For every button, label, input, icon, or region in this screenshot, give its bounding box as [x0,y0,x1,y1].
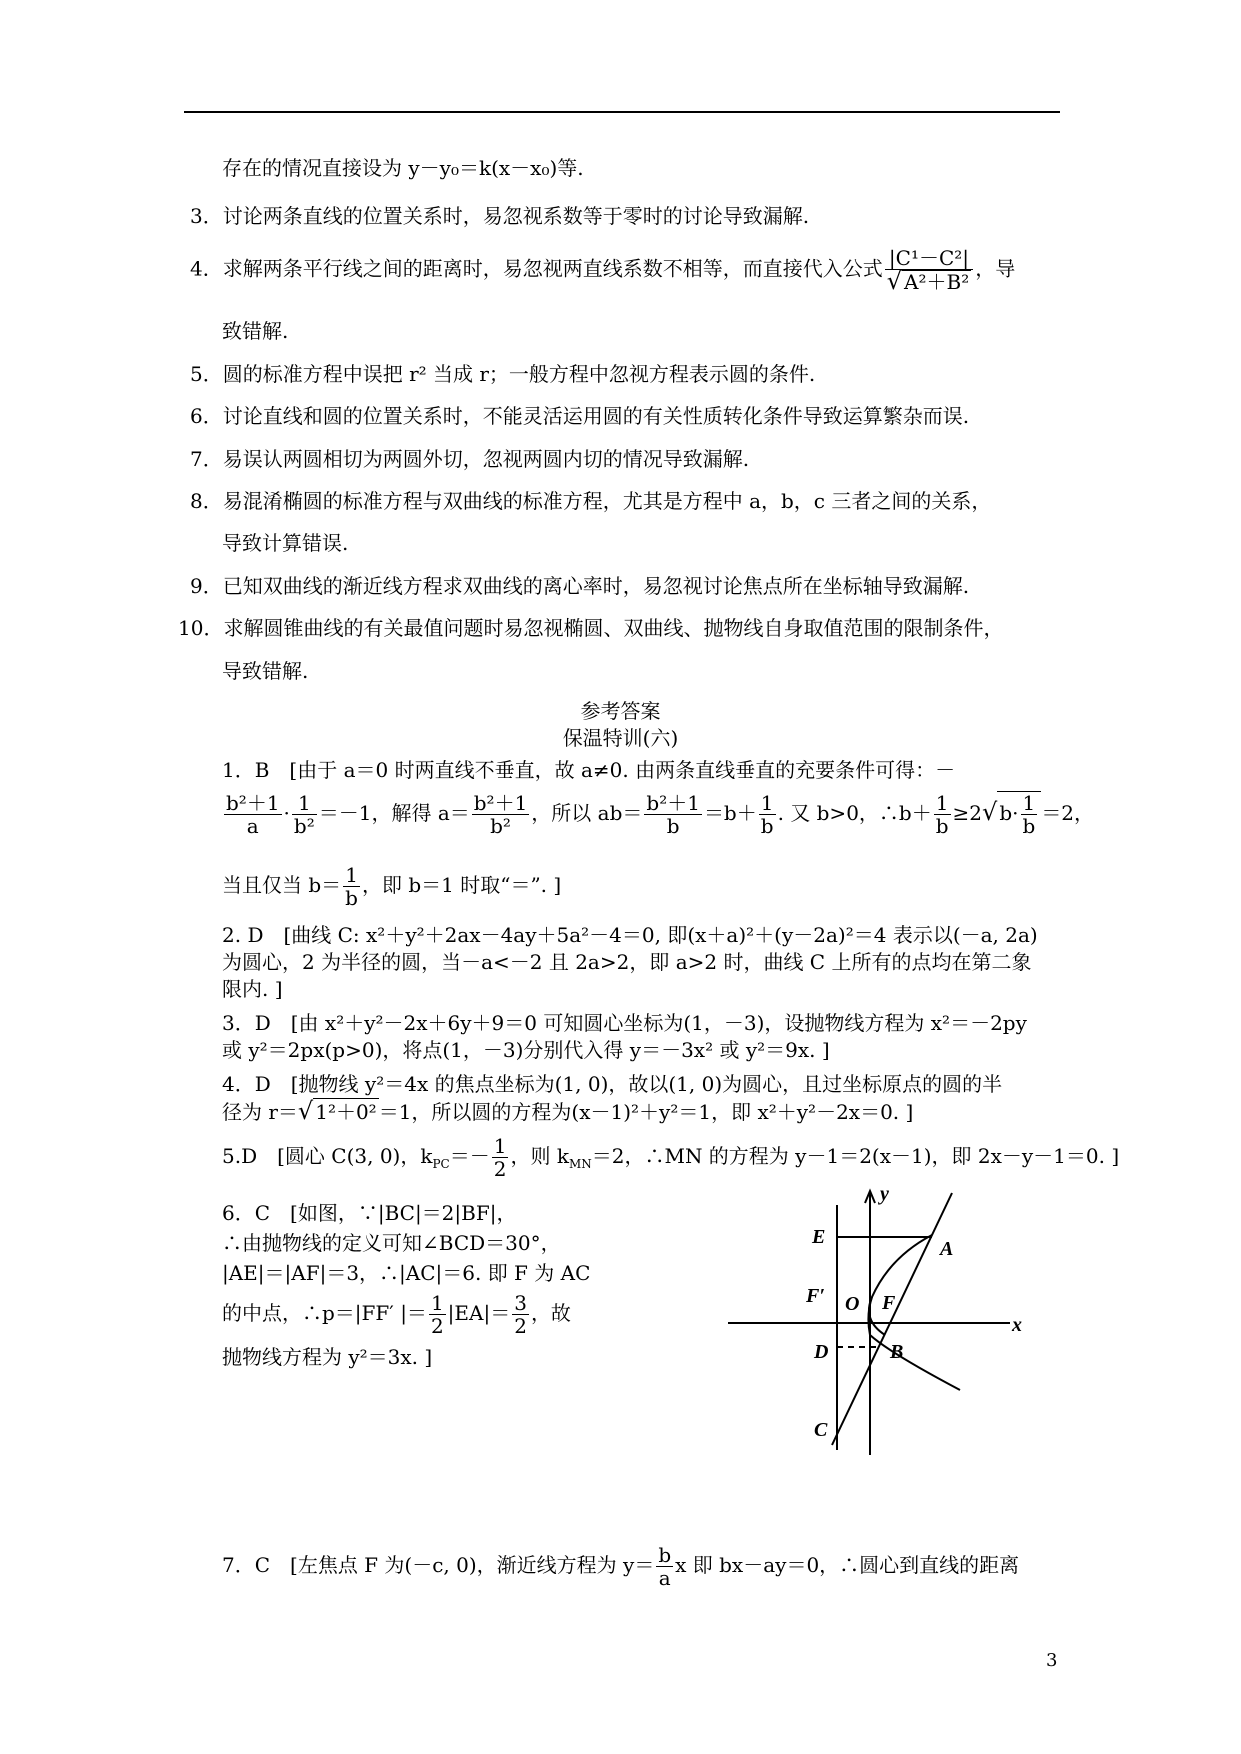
fraction: $\frac{\text{b²＋1}}{a}$ [226,791,280,838]
note-item-10-cont: 导致错解. [222,659,309,683]
note-item-6: 6．讨论直线和圆的位置关系时，不能灵活运用圆的有关性质转化条件导致运算繁杂而误. [190,404,970,428]
note-item-4-text: 4．求解两条平行线之间的距离时，易忽视两直线系数不相等，而直接代入公式 [190,256,883,281]
fraction: $\frac{1}{\text{b²}}$ [293,791,315,838]
note-item-4 [190,247,1015,293]
label-E: E [812,1226,826,1248]
sqrt-body: b· $\frac{1}{b}$ [997,791,1041,837]
fraction: $\frac{1}{b}$ [760,791,774,838]
note-item-10: 10．求解圆锥曲线的有关最值问题时易忽视椭圆、双曲线、抛物线自身取值范围的限制条件， [178,616,1004,640]
header-rule [184,111,1060,113]
answer-6-line-5: 抛物线方程为 y²＝3x. ] [222,1345,433,1369]
label-y: y [880,1185,889,1205]
label-F: F [882,1292,896,1314]
note-item-7: 7．易误认两圆相切为两圆外切，忽视两圆内切的情况导致漏解. [190,447,750,471]
answer-2-line-3: 限内. ] [222,977,283,1001]
note-item-8: 8．易混淆椭圆的标准方程与双曲线的标准方程，尤其是方程中 a，b，c 三者之间的关系， [190,489,992,513]
label-O: O [845,1293,860,1315]
answer-6-line-4: 的中点，∴p＝|FF′ |＝ $\frac{1}{2}$ |EA|＝ $\frac{3}{2}$ ，故 [222,1291,571,1338]
line-CA [832,1193,952,1445]
sqrt-icon: √ [982,798,998,826]
parabola-figure [720,1185,1040,1475]
sqrt-icon: √ [886,267,903,295]
note-item-4-tail: ，导 [975,256,1016,281]
note-item-4-cont: 致错解. [222,319,289,343]
label-F-prime: F′ [806,1285,825,1307]
note-item-3: 3．讨论两条直线的位置关系时，易忽视系数等于零时的讨论导致漏解. [190,204,810,228]
fraction: $\frac{1}{b}$ [935,791,949,838]
answer-7: 7．C [左焦点 F 为(－c, 0)，渐近线方程为 y＝ $\frac{b}{a}$ x 即 bx－ay＝0，∴圆心到直线的距离 [222,1543,1020,1590]
answer-6-line-3: |AE|＝|AF|＝3，∴|AC|＝6. 即 F 为 AC [222,1261,591,1285]
note-item-5: 5．圆的标准方程中误把 r² 当成 r；一般方程中忽视方程表示圆的条件. [190,362,816,386]
answer-4-line-2: 径为 r＝√ 1²＋0² ＝1，所以圆的方程为(x－1)²＋y²＝1，即 x²＋y²－2x＝0. ] [222,1097,914,1125]
sqrt-icon: √ [297,1097,314,1125]
distance-formula-den: √ A²＋B² [886,267,970,295]
distance-formula [885,247,973,293]
answers-subheading: 保温特训(六) [562,726,679,750]
answers-heading: 参考答案 [580,699,661,723]
label-A: A [940,1238,954,1260]
fraction: $\frac{1}{2}$ [430,1291,444,1338]
fraction: $\frac{\text{b²＋1}}{b}$ [646,791,700,838]
answer-6-line-1: 6．C [如图，∵|BC|＝2|BF|， [222,1201,517,1225]
label-C: C [814,1419,828,1441]
answer-4-line-1: 4．D [抛物线 y²＝4x 的焦点坐标为(1, 0)，故以(1, 0)为圆心，且过坐标原点的圆的半 [222,1072,1003,1096]
note-2-continuation: 存在的情况直接设为 y－y₀＝k(x－x₀)等. [222,156,584,180]
answer-3-line-2: 或 y²＝2px(p>0)，将点(1，－3)分别代入得 y＝－3x² 或 y²＝9x. ] [222,1038,830,1062]
label-x: x [1012,1314,1022,1336]
fraction: $\frac{1}{b}$ [1022,791,1036,838]
fraction: $\frac{b}{a}$ [658,1543,672,1590]
label-D: D [814,1341,829,1363]
answer-1-line-1: 1．B [由于 a＝0 时两直线不垂直，故 a≠0. 由两条直线垂直的充要条件可得：－ [222,758,956,782]
answer-1-line-2: $\frac{\text{b²＋1}}{a}$ · $\frac{1}{\text{b²}}$ ＝－1，解得 a＝ $\frac{\text{b²＋1}}{\text{b²}}$ ，所以 ab＝ $\frac{\text{b²＋1}}{b}$ ＝b＋ $\frac{1}{b}$ . 又 b>0，∴b＋ $\frac{1}{b}$ ≥2√ b· $\frac{1}{b}$ ＝2， [226,791,1095,838]
distance-formula-num: |C¹－C²| [885,247,973,270]
answer-5: 5.D [圆心 C(3, 0)，$k_{PC}=-$ $\frac{1}{2}$ ，则 $k_{MN}=2$，∴MN 的方程为 y－1＝2(x－1)，即 2x－y－1＝0. ] [222,1134,1120,1181]
note-item-9: 9．已知双曲线的渐近线方程求双曲线的离心率时，易忽视讨论焦点所在坐标轴导致漏解. [190,574,970,598]
fraction: $\frac{1}{b}$ [345,863,358,910]
answer-3-line-1: 3．D [由 x²＋y²－2x＋6y＋9＝0 可知圆心坐标为(1，－3)，设抛物线方程为 x²＝－2py [222,1011,1027,1035]
fraction: $\frac{\text{b²＋1}}{\text{b²}}$ [473,791,528,838]
answer-2-line-2: 为圆心，2 为半径的圆，当－a<－2 且 2a>2，即 a>2 时，曲线 C 上所有的点均在第二象 [222,950,1032,974]
answer-1-line-3: 当且仅当 b＝ $\frac{1}{b}$ ，即 b＝1 时取“＝”. ] [222,863,562,910]
fraction: $\frac{1}{2}$ [493,1134,507,1181]
note-item-8-cont: 导致计算错误. [222,531,349,555]
label-B: B [890,1341,904,1363]
fraction: $\frac{3}{2}$ [514,1291,527,1338]
answer-2-line-1: 2. D [曲线 C: x²＋y²＋2ax－4ay＋5a²－4＝0, 即(x＋a)²＋(y－2a)²＝4 表示以(－a, 2a) [222,923,1038,947]
page-number: 3 [1046,1650,1058,1671]
answer-6-line-2: ∴由抛物线的定义可知∠BCD＝30°， [222,1231,561,1255]
